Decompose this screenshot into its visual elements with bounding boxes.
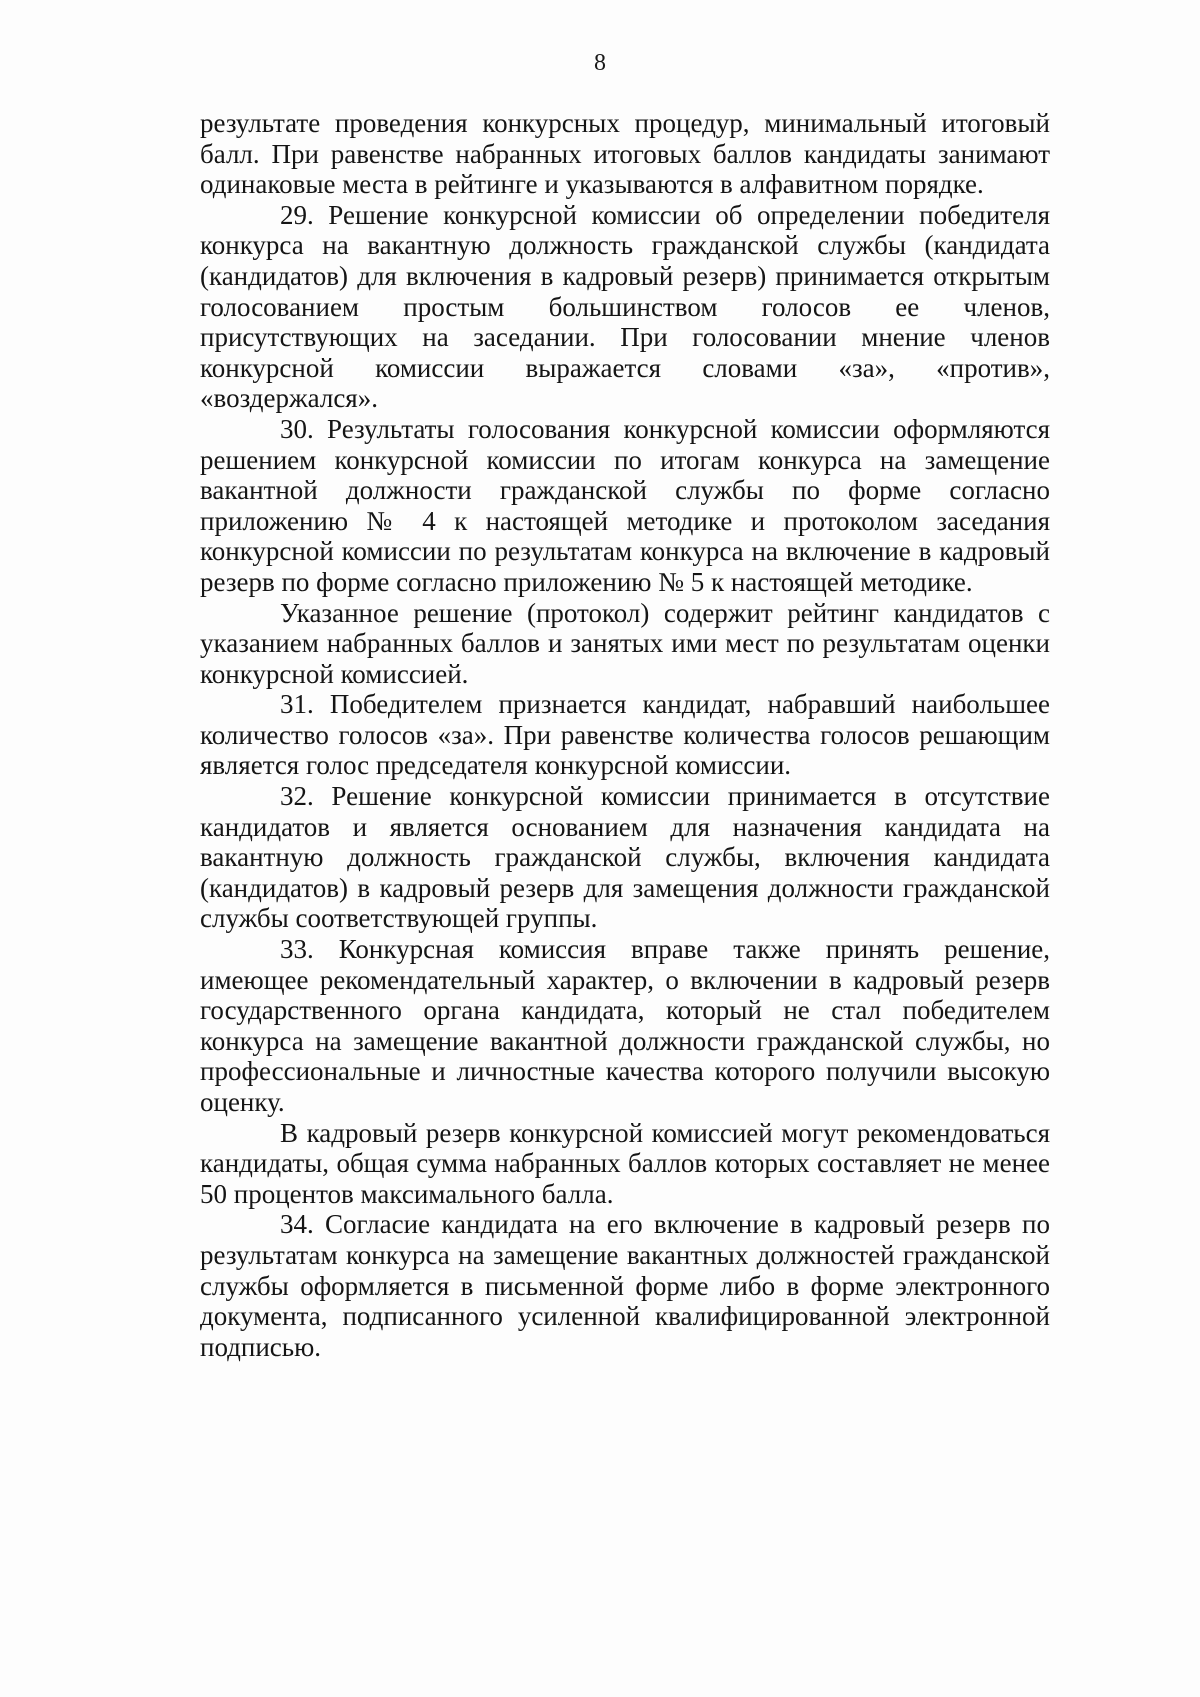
paragraph-30: 30. Результаты голосования конкурсной комиссии оформляются решением конкурсной комиссии по итогам конкурса на замещение вакантной должности гражданской службы по форме согласно приложению № 4 к настоящей методике и протоколом заседания конкурсной комиссии по результатам конкурса на включение в кадровый резерв по форме согласно приложению № 5 к настоящей методике. — [200, 413, 1050, 597]
paragraph-33-note: В кадровый резерв конкурсной комиссией могут рекомендоваться кандидаты, общая сумма набранных баллов которых составляет не менее 50 процентов максимального балла. — [200, 1117, 1050, 1209]
paragraph-30-note: Указанное решение (протокол) содержит рейтинг кандидатов с указанием набранных баллов и занятых ими мест по результатам оценки конкурсной комиссией. — [200, 597, 1050, 689]
paragraph-33: 33. Конкурсная комиссия вправе также принять решение, имеющее рекомендательный характер, о включении в кадровый резерв государственного органа кандидата, который не стал победителем конкурса на замещение вакантной должности гражданской службы, но профессиональные и личностные качества которого получили высокую оценку. — [200, 934, 1050, 1117]
paragraph-continuation: результате проведения конкурсных процедур, минимальный итоговый балл. При равенстве набранных итоговых баллов кандидаты занимают одинаковые места в рейтинге и указываются в алфавитном порядке. — [200, 108, 1050, 200]
paragraph-32: 32. Решение конкурсной комиссии принимается в отсутствие кандидатов и является основанием для назначения кандидата на вакантную должность гражданской службы, включения кандидата (кандидатов) в кадровый резерв для замещения должности гражданской службы соответствующей группы. — [200, 781, 1050, 934]
document-body — [200, 108, 1050, 1362]
paragraph-34: 34. Согласие кандидата на его включение в кадровый резерв по результатам конкурса на замещение вакантных должностей гражданской службы оформляется в письменной форме либо в форме электронного документа, подписанного усиленной квалифицированной электронной подписью. — [200, 1209, 1050, 1362]
paragraph-31: 31. Победителем признается кандидат, набравший наибольшее количество голосов «за». При равенстве количества голосов решающим является голос председателя конкурсной комиссии. — [200, 689, 1050, 781]
page-number: 8 — [594, 50, 606, 76]
paragraph-29: 29. Решение конкурсной комиссии об определении победителя конкурса на вакантную должность гражданской службы (кандидата (кандидатов) для включения в кадровый резерв) принимается открытым голосованием простым большинством голосов ее членов, присутствующих на заседании. При голосовании мнение членов конкурсной комиссии выражается словами «за», «против», «воздержался». — [200, 199, 1050, 414]
